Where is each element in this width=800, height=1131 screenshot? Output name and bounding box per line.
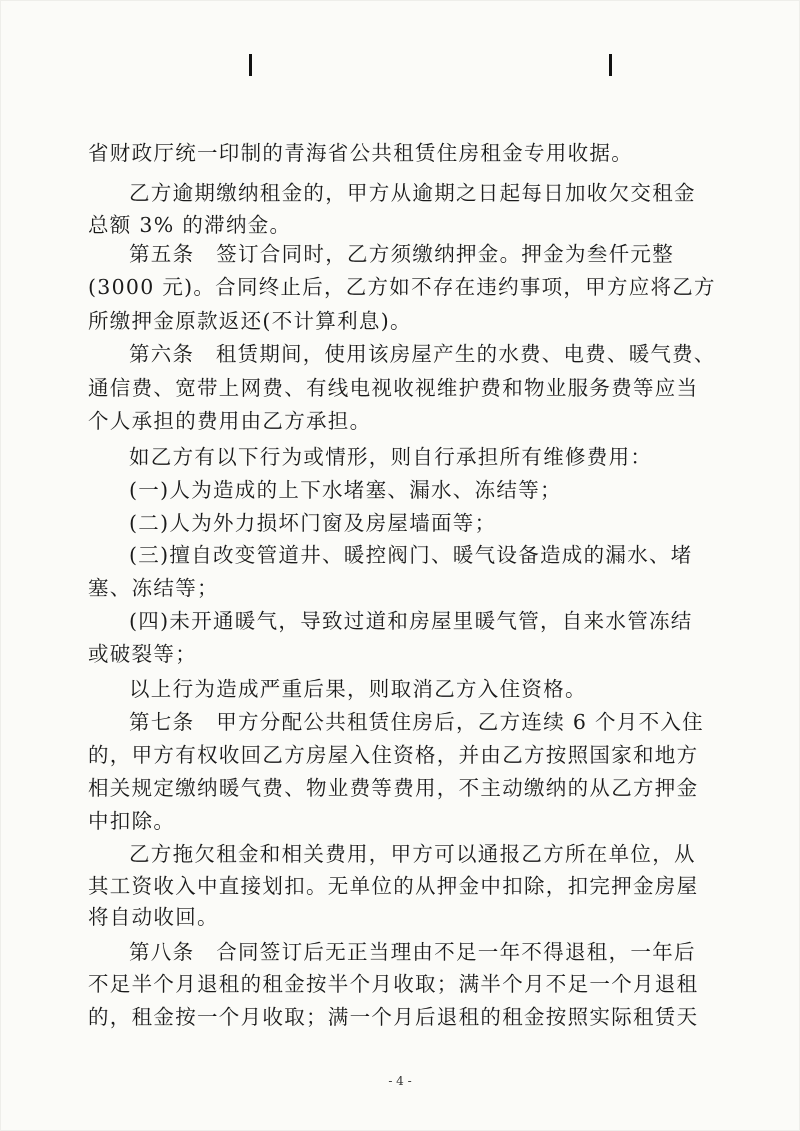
text-line: 塞、冻结等； <box>88 576 219 600</box>
text-line: 乙方逾期缴纳租金的，甲方从逾期之日起每日加收欠交租金 <box>129 181 696 205</box>
text-line: 中扣除。 <box>88 809 176 833</box>
text-line: 或破裂等； <box>88 642 197 666</box>
text-line: 相关规定缴纳暖气费、物业费等费用，不主动缴纳的从乙方押金 <box>88 776 699 800</box>
text-line: (四)未开通暖气，导致过道和房屋里暖气管，自来水管冻结 <box>129 609 693 633</box>
text-line: 省财政厅统一印制的青海省公共租赁住房租金专用收据。 <box>88 141 633 165</box>
text-line: 总额 3% 的滞纳金。 <box>88 213 292 237</box>
text-line: 通信费、宽带上网费、有线电视收视维护费和物业服务费等应当 <box>88 376 699 400</box>
binding-mark-left <box>249 54 252 76</box>
text-line: (二)人为外力损坏门窗及房屋墙面等； <box>129 511 497 535</box>
text-line: 将自动收回。 <box>88 905 219 929</box>
text-line: 的，甲方有权收回乙方房屋入住资格，并由乙方按照国家和地方 <box>88 743 699 767</box>
text-line: 以上行为造成严重后果，则取消乙方入住资格。 <box>129 677 587 701</box>
text-line: 不足半个月退租的租金按半个月收取；满半个月不足一个月退租 <box>88 972 699 996</box>
text-line: 个人承担的费用由乙方承担。 <box>88 409 372 433</box>
text-line: (一)人为造成的上下水堵塞、漏水、冻结等； <box>129 478 562 502</box>
text-line: 第七条 甲方分配公共租赁住房后，乙方连续 6 个月不入住 <box>129 710 704 734</box>
text-line: (三)擅自改变管道井、暖控阀门、暖气设备造成的漏水、堵 <box>129 543 693 567</box>
text-line: 第六条 租赁期间，使用该房屋产生的水费、电费、暖气费、 <box>129 342 716 366</box>
binding-mark-right <box>609 54 612 76</box>
text-line: 乙方拖欠租金和相关费用，甲方可以通报乙方所在单位，从 <box>129 842 696 866</box>
text-line: 如乙方有以下行为或情形，则自行承担所有维修费用： <box>129 445 653 469</box>
text-line: 第五条 签订合同时，乙方须缴纳押金。押金为叁仟元整 <box>129 242 674 266</box>
text-line: 的，租金按一个月收取；满一个月后退租的租金按照实际租赁天 <box>88 1005 699 1029</box>
text-line: 所缴押金原款返还(不计算利息)。 <box>88 309 412 333</box>
text-line: (3000 元)。合同终止后，乙方如不存在违约事项，甲方应将乙方 <box>88 275 716 299</box>
page-number: - 4 - <box>388 1074 412 1088</box>
text-line: 第八条 合同签订后无正当理由不足一年不得退租，一年后 <box>129 940 696 964</box>
text-line: 其工资收入中直接划扣。无单位的从押金中扣除，扣完押金房屋 <box>88 874 699 898</box>
